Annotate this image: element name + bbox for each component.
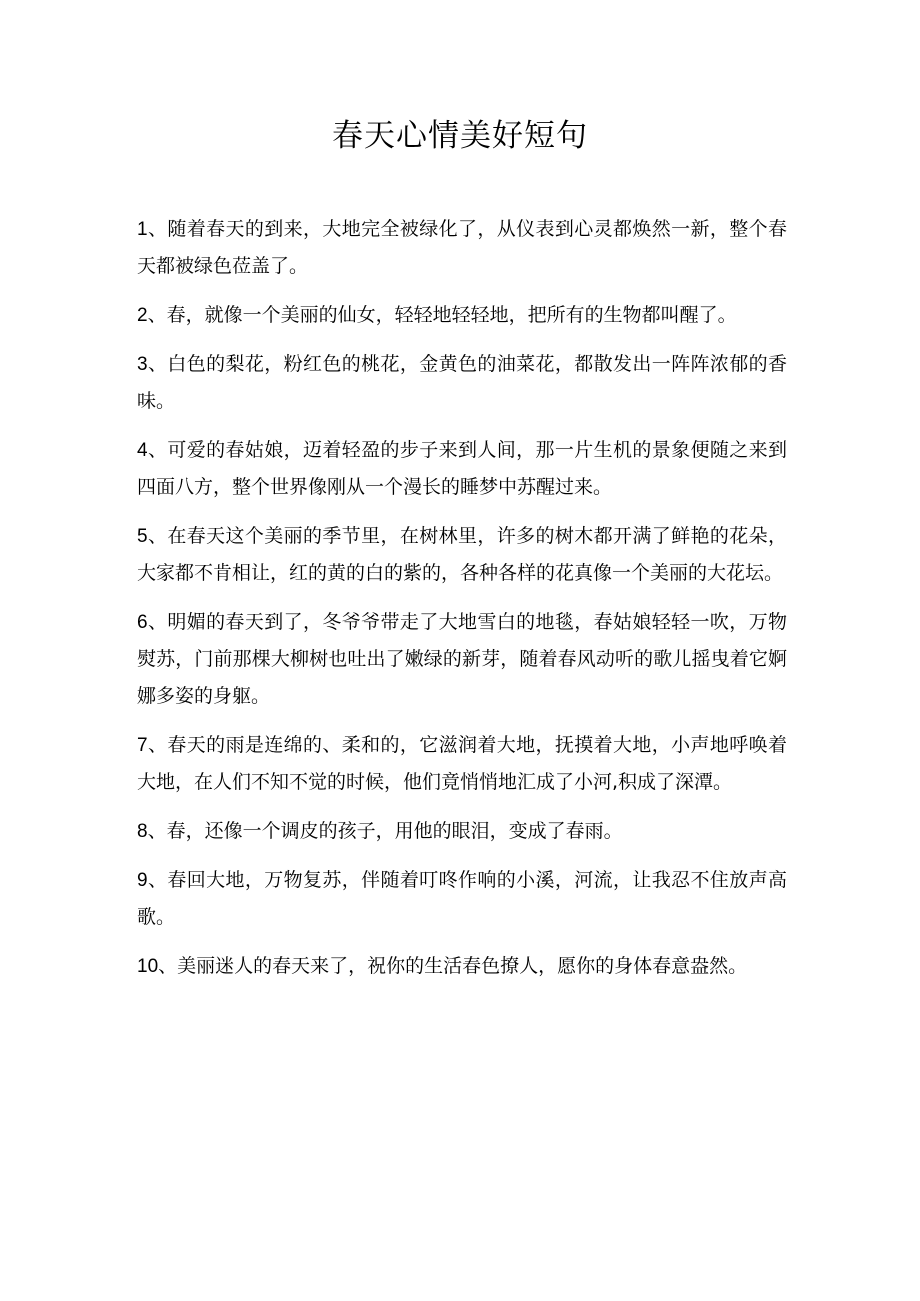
list-item-9 xyxy=(137,862,787,936)
item-separator: 、 xyxy=(147,820,167,842)
item-separator: 、 xyxy=(147,439,168,461)
list-item-6 xyxy=(137,604,787,715)
item-separator: 、 xyxy=(147,304,167,326)
item-separator: 、 xyxy=(147,869,168,891)
item-text: 春，就像一个美丽的仙女，轻轻地轻轻地，把所有的生物都叫醒了。 xyxy=(166,304,737,326)
item-number: 10 xyxy=(137,956,159,977)
item-number: 8 xyxy=(137,821,148,842)
item-text: 美丽迷人的春天来了，祝你的生活春色撩人，愿你的身体春意盎然。 xyxy=(177,955,748,977)
list-item-3 xyxy=(137,346,787,420)
item-number: 3 xyxy=(137,354,148,375)
item-separator: 、 xyxy=(147,611,168,633)
item-text: 春天的雨是连绵的、柔和的，它滋润着大地，抚摸着大地，小声地呼唤着大地，在人们不知不觉的时候，他们竟悄悄地汇成了小河,积成了深潭。 xyxy=(137,734,787,793)
list-item-10 xyxy=(137,948,787,985)
document-body xyxy=(137,211,787,997)
item-text: 春回大地，万物复苏，伴随着叮咚作响的小溪，河流，让我忍不住放声高歌。 xyxy=(137,869,787,928)
document-title: 春天心情美好短句 xyxy=(332,118,588,154)
item-number: 7 xyxy=(137,735,148,756)
item-text: 春，还像一个调皮的孩子，用他的眼泪，变成了春雨。 xyxy=(166,820,623,842)
item-separator: 、 xyxy=(147,218,168,240)
item-separator: 、 xyxy=(147,353,168,375)
list-item-8 xyxy=(137,813,787,850)
item-text: 随着春天的到来，大地完全被绿化了，从仪表到心灵都焕然一新，整个春天都被绿色莅盖了。 xyxy=(137,218,787,277)
item-number: 2 xyxy=(137,305,148,326)
item-separator: 、 xyxy=(147,525,168,547)
list-item-4 xyxy=(137,432,787,506)
list-item-7 xyxy=(137,727,787,801)
item-number: 1 xyxy=(137,219,148,240)
item-text: 白色的梨花，粉红色的桃花，金黄色的油菜花，都散发出一阵阵浓郁的香味。 xyxy=(137,353,787,412)
item-number: 6 xyxy=(137,612,148,633)
item-text: 明媚的春天到了，冬爷爷带走了大地雪白的地毯，春姑娘轻轻一吹，万物熨苏，门前那棵大柳树也吐出了嫩绿的新芽，随着春风动听的歌儿摇曳着它婀娜多姿的身躯。 xyxy=(137,611,787,707)
item-number: 4 xyxy=(137,440,148,461)
item-separator: 、 xyxy=(158,955,178,977)
item-text: 可爱的春姑娘，迈着轻盈的步子来到人间，那一片生机的景象便随之来到四面八方，整个世界像刚从一个漫长的睡梦中苏醒过来。 xyxy=(137,439,787,498)
list-item-1 xyxy=(137,211,787,285)
list-item-2 xyxy=(137,297,787,334)
item-separator: 、 xyxy=(147,734,168,756)
item-number: 5 xyxy=(137,526,148,547)
item-number: 9 xyxy=(137,870,148,891)
item-text: 在春天这个美丽的季节里，在树林里，许多的树木都开满了鲜艳的花朵，大家都不肯相让，红的黄的白的紫的，各种各样的花真像一个美丽的大花坛。 xyxy=(137,525,787,584)
list-item-5 xyxy=(137,518,787,592)
